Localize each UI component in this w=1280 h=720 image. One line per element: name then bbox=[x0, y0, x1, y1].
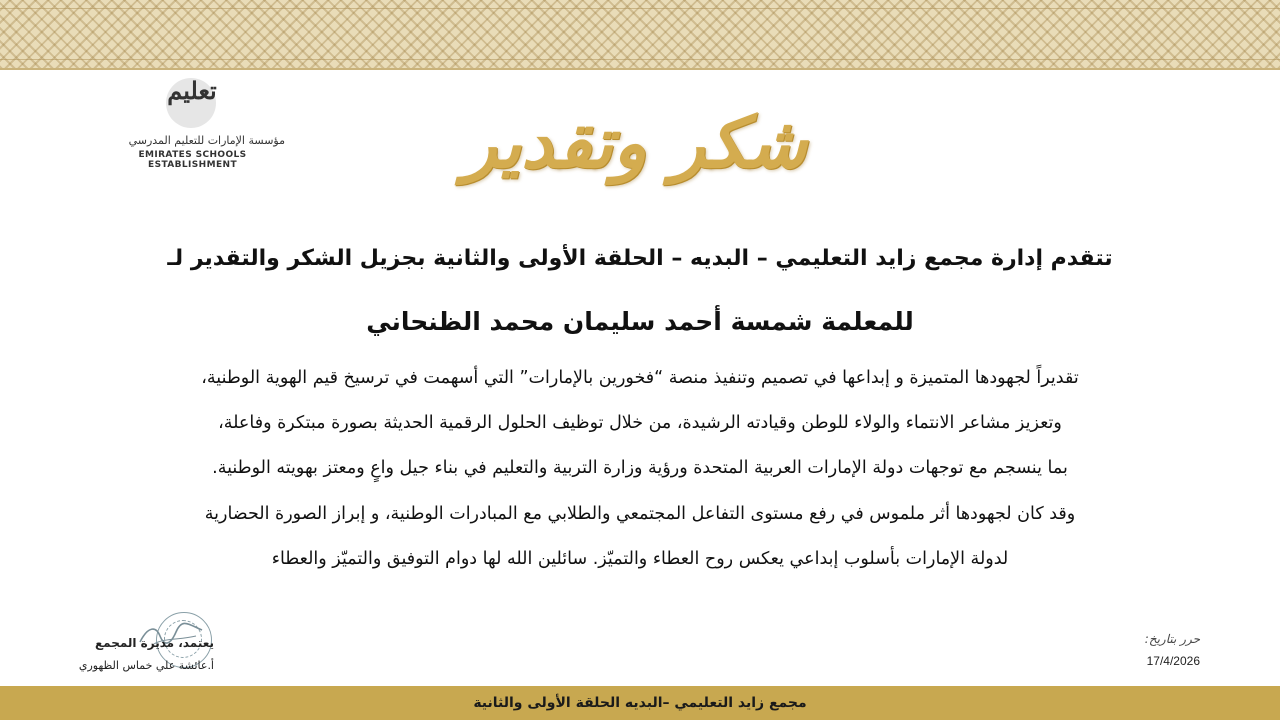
body-line-4: وقد كان لجهودها أثر ملموس في رفع مستوى التفاعل المجتمعي والطلابي مع المبادرات الوطنية، و إبراز الصورة الحضارية bbox=[204, 504, 1076, 524]
decorative-top-band bbox=[0, 0, 1280, 70]
logo-arabic-name: مؤسسة الإمارات للتعليم المدرسي bbox=[128, 134, 285, 147]
logo-english-name: EMIRATES SCHOOLS ESTABLISHMENT bbox=[138, 150, 247, 170]
date-value: 17/4/2026 bbox=[1146, 654, 1200, 668]
body-line-3: بما ينسجم مع توجهات دولة الإمارات العربية المتحدة ورؤية وزارة التربية والتعليم في بناء جيل واعٍ ومعتز بهويته الوطنية. bbox=[212, 458, 1068, 478]
emirates-schools-logo bbox=[100, 76, 285, 170]
logo-word: تعليم bbox=[167, 76, 217, 105]
signature-title: يعتمد، مديرة المجمع bbox=[94, 636, 214, 650]
thank-you-calligraphy: شكر وتقدير bbox=[463, 101, 807, 184]
body-line-2: وتعزيز مشاعر الانتماء والولاء للوطن وقيادته الرشيدة، من خلال توظيف الحلول الرقمية الحديثة بصورة مبتكرة وفاعلة، bbox=[218, 413, 1062, 433]
honoree-name: للمعلمة شمسة أحمد سليمان محمد الظنحاني bbox=[366, 307, 914, 336]
signature-block bbox=[14, 606, 214, 681]
signatory-name: أ.عائشة علي خماس الظهوري bbox=[78, 659, 214, 672]
body-line-5: لدولة الإمارات بأسلوب إبداعي يعكس روح العطاء والتميّز. سائلين الله لها دوام التوفيق والتميّز والعطاء bbox=[271, 549, 1009, 569]
footer-band bbox=[0, 686, 1280, 720]
date-label: حرر بتاريخ: bbox=[1144, 632, 1200, 646]
date-block bbox=[1100, 632, 1200, 672]
certificate-intro: تتقدم إدارة مجمع زايد التعليمي – البديه – الحلقة الأولى والثانية بجزيل الشكر والتقدير لـ bbox=[167, 246, 1113, 271]
footer-text: مجمع زايد التعليمي –البديه الحلقة الأولى والثانية bbox=[473, 695, 807, 711]
body-line-1: تقديراً لجهودها المتميزة و إبداعها في تصميم وتنفيذ منصة “فخورين بالإمارات” التي أسهمت في ترسيخ قيم الهوية الوطنية، bbox=[201, 368, 1079, 388]
